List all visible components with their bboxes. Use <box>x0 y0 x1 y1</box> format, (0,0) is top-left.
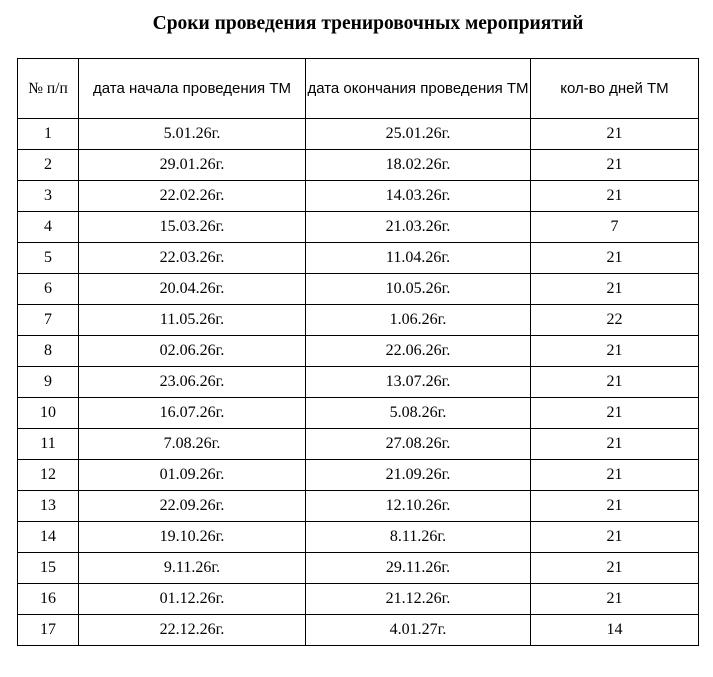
end-date-cell: 8.11.26г. <box>306 522 531 553</box>
table-row <box>18 274 699 305</box>
days-count-cell: 22 <box>531 305 699 336</box>
days-count-cell: 21 <box>531 429 699 460</box>
row-number-cell: 11 <box>18 429 79 460</box>
table-row <box>18 522 699 553</box>
start-date-cell: 9.11.26г. <box>79 553 306 584</box>
days-count-cell: 21 <box>531 243 699 274</box>
table-row <box>18 243 699 274</box>
row-number-cell: 2 <box>18 150 79 181</box>
end-date-cell: 5.08.26г. <box>306 398 531 429</box>
row-number-cell: 17 <box>18 615 79 646</box>
page-title: Сроки проведения тренировочных мероприятий <box>152 13 584 34</box>
table-row <box>18 553 699 584</box>
table-row <box>18 367 699 398</box>
end-date-cell: 21.12.26г. <box>306 584 531 615</box>
start-date-cell: 7.08.26г. <box>79 429 306 460</box>
end-date-cell: 4.01.27г. <box>306 615 531 646</box>
table-row <box>18 584 699 615</box>
header-days-count: кол-во дней ТМ <box>531 59 699 119</box>
end-date-cell: 10.05.26г. <box>306 274 531 305</box>
end-date-cell: 27.08.26г. <box>306 429 531 460</box>
end-date-cell: 21.09.26г. <box>306 460 531 491</box>
start-date-cell: 20.04.26г. <box>79 274 306 305</box>
end-date-cell: 14.03.26г. <box>306 181 531 212</box>
days-count-cell: 21 <box>531 522 699 553</box>
table-row <box>18 336 699 367</box>
table-row <box>18 305 699 336</box>
table-row <box>18 460 699 491</box>
end-date-cell: 11.04.26г. <box>306 243 531 274</box>
table-row <box>18 212 699 243</box>
start-date-cell: 22.12.26г. <box>79 615 306 646</box>
days-count-cell: 7 <box>531 212 699 243</box>
start-date-cell: 22.03.26г. <box>79 243 306 274</box>
row-number-cell: 13 <box>18 491 79 522</box>
days-count-cell: 21 <box>531 119 699 150</box>
days-count-cell: 21 <box>531 398 699 429</box>
row-number-cell: 8 <box>18 336 79 367</box>
days-count-cell: 21 <box>531 367 699 398</box>
table-row <box>18 181 699 212</box>
start-date-cell: 16.07.26г. <box>79 398 306 429</box>
row-number-cell: 7 <box>18 305 79 336</box>
end-date-cell: 18.02.26г. <box>306 150 531 181</box>
start-date-cell: 29.01.26г. <box>79 150 306 181</box>
days-count-cell: 21 <box>531 274 699 305</box>
row-number-cell: 3 <box>18 181 79 212</box>
end-date-cell: 1.06.26г. <box>306 305 531 336</box>
days-count-cell: 21 <box>531 336 699 367</box>
days-count-cell: 21 <box>531 553 699 584</box>
start-date-cell: 19.10.26г. <box>79 522 306 553</box>
header-row <box>18 59 699 119</box>
row-number-cell: 16 <box>18 584 79 615</box>
end-date-cell: 13.07.26г. <box>306 367 531 398</box>
header-number: № п/п <box>18 59 79 119</box>
row-number-cell: 5 <box>18 243 79 274</box>
table-row <box>18 429 699 460</box>
end-date-cell: 29.11.26г. <box>306 553 531 584</box>
days-count-cell: 21 <box>531 491 699 522</box>
row-number-cell: 4 <box>18 212 79 243</box>
start-date-cell: 15.03.26г. <box>79 212 306 243</box>
days-count-cell: 21 <box>531 150 699 181</box>
start-date-cell: 5.01.26г. <box>79 119 306 150</box>
row-number-cell: 10 <box>18 398 79 429</box>
start-date-cell: 02.06.26г. <box>79 336 306 367</box>
row-number-cell: 12 <box>18 460 79 491</box>
end-date-cell: 22.06.26г. <box>306 336 531 367</box>
table-row <box>18 150 699 181</box>
row-number-cell: 1 <box>18 119 79 150</box>
row-number-cell: 6 <box>18 274 79 305</box>
days-count-cell: 21 <box>531 181 699 212</box>
end-date-cell: 12.10.26г. <box>306 491 531 522</box>
start-date-cell: 01.12.26г. <box>79 584 306 615</box>
table-body <box>18 119 699 646</box>
table-row <box>18 398 699 429</box>
row-number-cell: 15 <box>18 553 79 584</box>
end-date-cell: 25.01.26г. <box>306 119 531 150</box>
row-number-cell: 9 <box>18 367 79 398</box>
start-date-cell: 01.09.26г. <box>79 460 306 491</box>
table-row <box>18 615 699 646</box>
start-date-cell: 22.02.26г. <box>79 181 306 212</box>
start-date-cell: 22.09.26г. <box>79 491 306 522</box>
table-row <box>18 491 699 522</box>
end-date-cell: 21.03.26г. <box>306 212 531 243</box>
days-count-cell: 14 <box>531 615 699 646</box>
days-count-cell: 21 <box>531 584 699 615</box>
row-number-cell: 14 <box>18 522 79 553</box>
schedule-table <box>17 58 699 646</box>
header-start-date: дата начала проведения ТМ <box>79 59 306 119</box>
start-date-cell: 23.06.26г. <box>79 367 306 398</box>
start-date-cell: 11.05.26г. <box>79 305 306 336</box>
table-header <box>18 59 699 119</box>
days-count-cell: 21 <box>531 460 699 491</box>
header-end-date: дата окончания проведения ТМ <box>306 59 531 119</box>
table-row <box>18 119 699 150</box>
